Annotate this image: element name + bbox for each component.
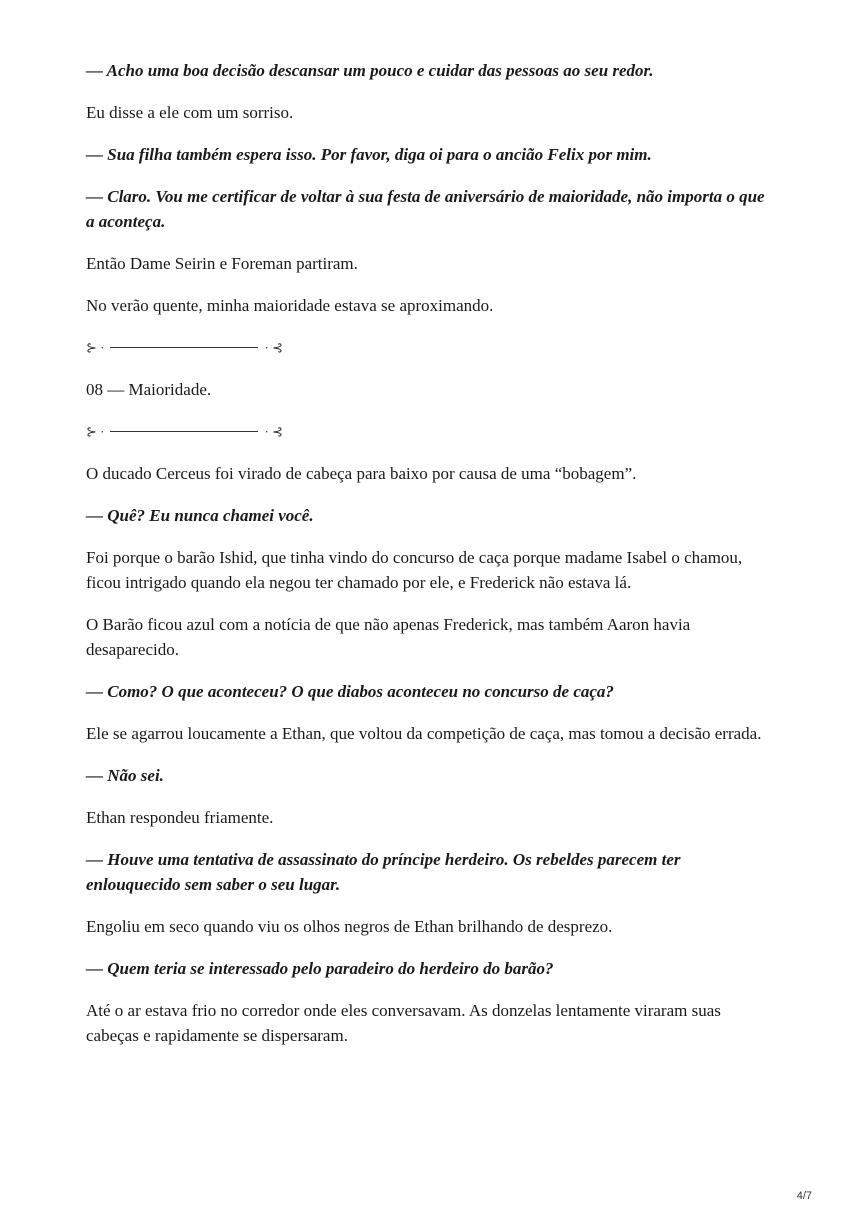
dialogue-paragraph: — Acho uma boa decisão descansar um pouco e cuidar das pessoas ao seu redor. — [86, 61, 654, 80]
narration-paragraph: O ducado Cerceus foi virado de cabeça para baixo por causa de uma “bobagem”. — [86, 464, 637, 483]
page-number: 4/7 — [796, 1190, 812, 1202]
separator-ornament-left: ⊱ · — [86, 424, 105, 439]
dialogue-paragraph: — Quem teria se interessado pelo paradeiro do herdeiro do barão? — [86, 959, 554, 978]
dialogue-paragraph: — Sua filha também espera isso. Por favor, diga oi para o ancião Felix por mim. — [86, 145, 652, 164]
dialogue-paragraph: — Quê? Eu nunca chamei você. — [86, 506, 314, 525]
separator-ornament-right: · ⊰ — [264, 340, 283, 355]
narration-paragraph: Então Dame Seirin e Foreman partiram. — [86, 254, 358, 273]
dialogue-paragraph: — Houve uma tentativa de assassinato do príncipe herdeiro. Os rebeldes parecem ter enlouquecido sem saber o seu lugar. — [86, 850, 681, 894]
narration-paragraph: Ethan respondeu friamente. — [86, 808, 274, 827]
separator-line — [110, 431, 258, 432]
separator-line — [110, 347, 258, 348]
separator-ornament-right: · ⊰ — [264, 424, 283, 439]
document-page — [86, 58, 776, 1065]
narration-paragraph: Foi porque o barão Ishid, que tinha vindo do concurso de caça porque madame Isabel o chamou, ficou intrigado quando ela negou ter chamado por ele, e Frederick não estava lá. — [86, 548, 743, 592]
dialogue-paragraph: — Claro. Vou me certificar de voltar à sua festa de aniversário de maioridade, não importa o que a aconteça. — [86, 187, 765, 231]
narration-paragraph: Ele se agarrou loucamente a Ethan, que voltou da competição de caça, mas tomou a decisão errada. — [86, 724, 762, 743]
narration-paragraph: Engoliu em seco quando viu os olhos negros de Ethan brilhando de desprezo. — [86, 917, 613, 936]
narration-paragraph: Até o ar estava frio no corredor onde eles conversavam. As donzelas lentamente viraram suas cabeças e rapidamente se dispersaram. — [86, 1001, 721, 1045]
section-separator-top — [86, 335, 776, 360]
section-separator-bottom — [86, 419, 776, 444]
chapter-heading: 08 — Maioridade. — [86, 380, 212, 399]
narration-paragraph: O Barão ficou azul com a notícia de que não apenas Frederick, mas também Aaron havia desaparecido. — [86, 615, 691, 659]
narration-paragraph: Eu disse a ele com um sorriso. — [86, 103, 294, 122]
narration-paragraph: No verão quente, minha maioridade estava se aproximando. — [86, 296, 494, 315]
dialogue-paragraph: — Não sei. — [86, 766, 164, 785]
dialogue-paragraph: — Como? O que aconteceu? O que diabos aconteceu no concurso de caça? — [86, 682, 614, 701]
separator-ornament-left: ⊱ · — [86, 340, 105, 355]
